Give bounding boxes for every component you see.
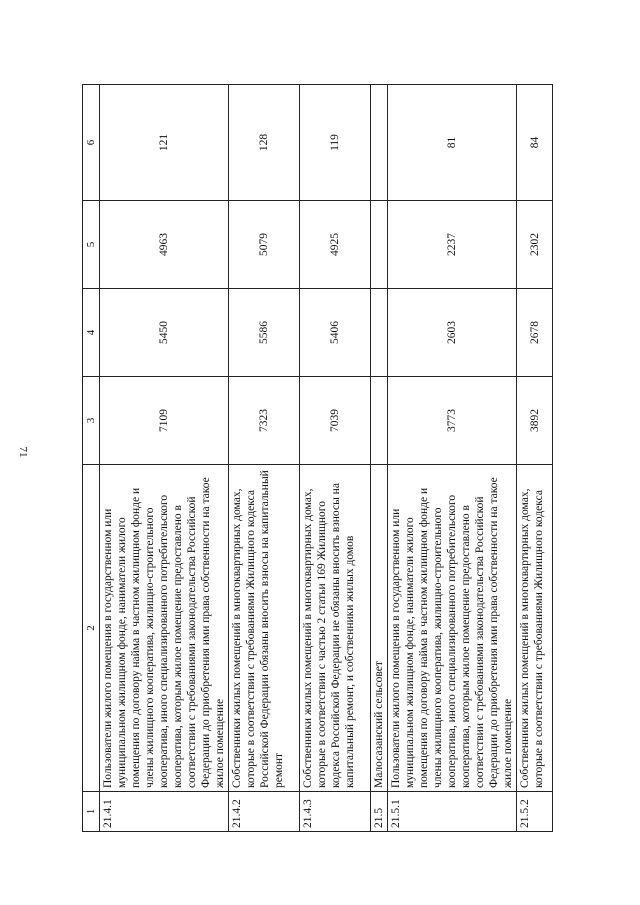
row-value-col3: 3892 <box>517 377 553 465</box>
table-row-section <box>371 85 388 832</box>
row-value-col6: 81 <box>388 85 517 201</box>
tariff-table <box>82 84 553 832</box>
header-cell-3: 3 <box>83 377 100 465</box>
row-value-col6: 119 <box>300 85 371 201</box>
page-number: 71 <box>17 446 29 458</box>
header-cell-6: 6 <box>83 85 100 201</box>
header-cell-5: 5 <box>83 201 100 289</box>
row-value-col5: 4963 <box>100 201 229 289</box>
row-value-col4: 2678 <box>517 289 553 377</box>
row-value-col6 <box>371 85 388 201</box>
table-row <box>229 85 300 832</box>
header-cell-4: 4 <box>83 289 100 377</box>
table-row <box>388 85 517 832</box>
row-code: 21.5 <box>371 792 388 832</box>
row-description: Пользователи жилого помещения в государственном или муниципальном жилищном фонде, наниматели жилого помещения по договору найма в частном жилищном фонде и члены жилищного кооператива, жилищно-строительного кооператива, иного специализированного потребительского кооператива, которым жилое помещение предоставлено в соответствии с требованиями законодательства Российской Федерации до приобретения ими права собственности на такое жилое помещение <box>100 465 229 792</box>
row-value-col6: 121 <box>100 85 229 201</box>
row-value-col5: 2237 <box>388 201 517 289</box>
row-description: Собственники жилых помещений в многоквартирных домах, которые в соответствии с требованиями Жилищного кодекса Российской Федерации обязаны вносить взносы на капитальный ремонт <box>229 465 300 792</box>
row-value-col3: 7323 <box>229 377 300 465</box>
table-row <box>100 85 229 832</box>
header-cell-2: 2 <box>83 465 100 792</box>
section-title: Малосазанский сельсовет <box>371 465 388 792</box>
row-value-col6: 84 <box>517 85 553 201</box>
row-value-col5: 2302 <box>517 201 553 289</box>
row-value-col4: 5450 <box>100 289 229 377</box>
row-code: 21.4.3 <box>300 792 371 832</box>
row-value-col6: 128 <box>229 85 300 201</box>
table-row <box>517 85 553 832</box>
row-value-col4: 5406 <box>300 289 371 377</box>
header-cell-1: 1 <box>83 792 100 832</box>
row-value-col4 <box>371 289 388 377</box>
row-value-col4: 5586 <box>229 289 300 377</box>
header-row <box>83 85 100 832</box>
row-description: Пользователи жилого помещения в государственном или муниципальном жилищном фонде, наниматели жилого помещения по договору найма в частном жилищном фонде и члены жилищного кооператива, жилищно-строительного кооператива, иного специализированного потребительского кооператива, которым жилое помещение предоставлено в соответствии с требованиями законодательства Российской Федерации до приобретения ими права собственности на такое жилое помещение <box>388 465 517 792</box>
row-code: 21.5.1 <box>388 792 517 832</box>
row-value-col3: 7039 <box>300 377 371 465</box>
row-value-col4: 2603 <box>388 289 517 377</box>
row-value-col3 <box>371 377 388 465</box>
row-code: 21.5.2 <box>517 792 553 832</box>
row-description: Собственники жилых помещений в многоквартирных домах, которые в соответствии с частью 2 статьи 169 Жилищного кодекса Российской Федерации не обязаны вносить взносы на капитальный ремонт, и собственники жилых домов <box>300 465 371 792</box>
row-value-col3: 7109 <box>100 377 229 465</box>
row-value-col5: 4925 <box>300 201 371 289</box>
row-code: 21.4.1 <box>100 792 229 832</box>
row-code: 21.4.2 <box>229 792 300 832</box>
row-value-col5 <box>371 201 388 289</box>
row-value-col5: 5079 <box>229 201 300 289</box>
row-value-col3: 3773 <box>388 377 517 465</box>
table-row <box>300 85 371 832</box>
row-description: Собственники жилых помещений в многоквартирных домах, которые в соответствии с требованиями Жилищного кодекса <box>517 465 553 792</box>
